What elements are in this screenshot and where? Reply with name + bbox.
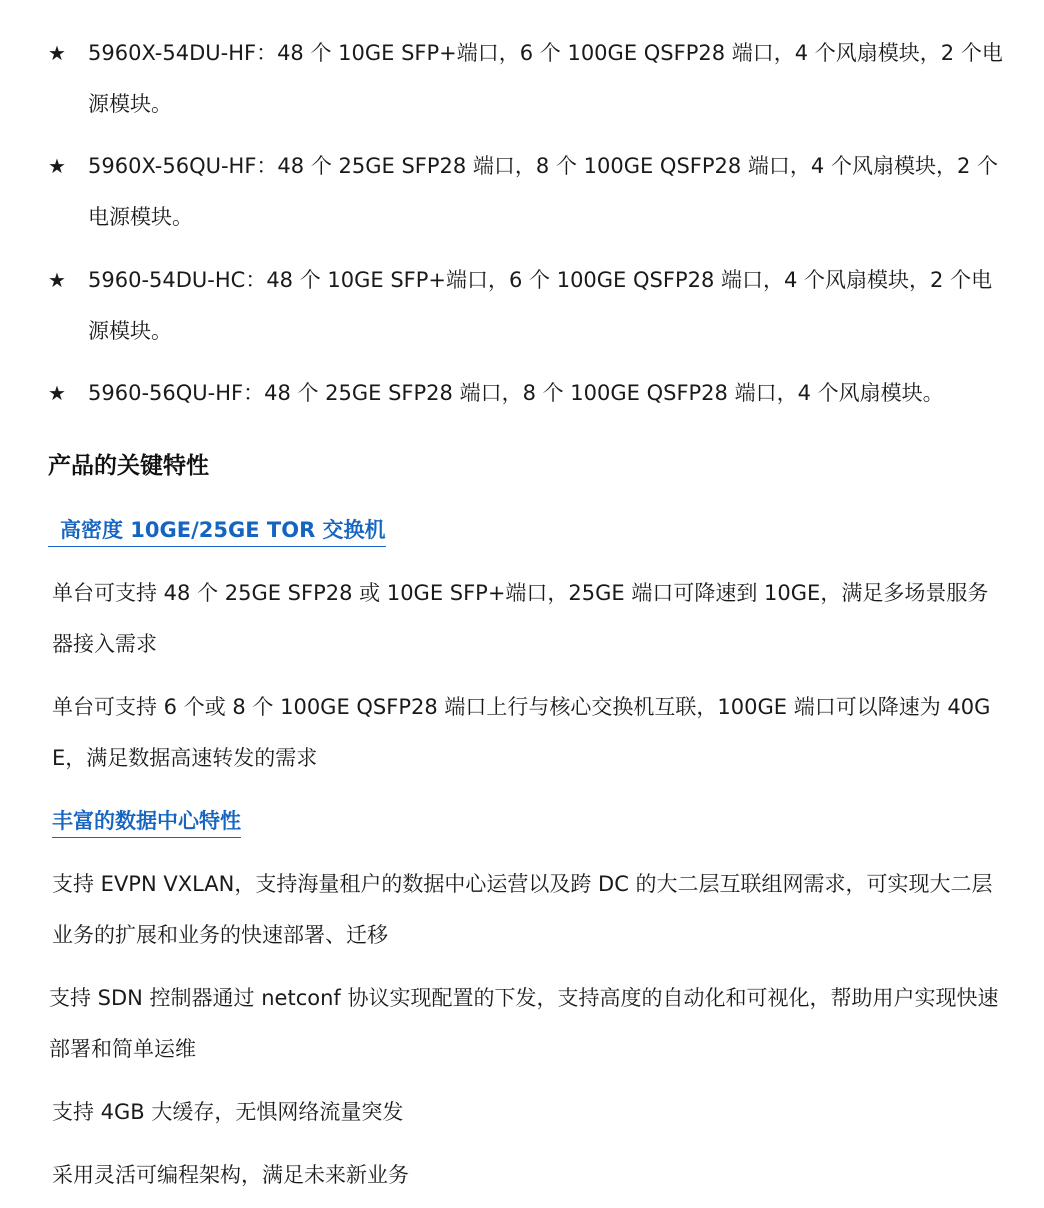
model-bullet-text: 5960-56QU-HF：48 个 25GE SFP28 端口，8 个 100GE QSFP28 端口，4 个风扇模块。 <box>88 381 944 405</box>
section-title: 产品的关键特性 <box>48 453 209 479</box>
model-bullet-text: 5960X-56QU-HF：48 个 25GE SFP28 端口，8 个 100GE QSFP28 端口，4 个风扇模块，2 个电源模块。 <box>88 154 998 229</box>
paragraph: 支持 4GB 大缓存，无惧网络流量突发 <box>52 1100 404 1124</box>
subsection-title-datacenter: 丰富的数据中心特性 <box>52 805 241 838</box>
paragraph: 单台可支持 6 个或 8 个 100GE QSFP28 端口上行与核心交换机互联，100GE 端口可以降速为 40GE，满足数据高速转发的需求 <box>52 695 991 770</box>
paragraph: 采用灵活可编程架构，满足未来新业务 <box>52 1163 409 1187</box>
model-bullet-3 <box>48 255 1008 357</box>
paragraph: 单台可支持 48 个 25GE SFP28 或 10GE SFP+端口，25GE 端口可降速到 10GE，满足多场景服务器接入需求 <box>52 581 989 656</box>
model-bullet-text: 5960-54DU-HC：48 个 10GE SFP+端口，6 个 100GE QSFP28 端口，4 个风扇模块，2 个电源模块。 <box>88 268 993 343</box>
model-bullet-2 <box>48 141 1008 243</box>
subsection-title-high-density: 高密度 10GE/25GE TOR 交换机 <box>48 514 386 547</box>
model-bullet-4 <box>48 368 1008 419</box>
paragraph: 支持 SDN 控制器通过 netconf 协议实现配置的下发，支持高度的自动化和可视化，帮助用户实现快速部署和简单运维 <box>49 986 999 1061</box>
star-icon: ★ <box>48 381 66 405</box>
model-bullet-1 <box>48 28 1008 130</box>
paragraph: 支持 EVPN VXLAN，支持海量租户的数据中心运营以及跨 DC 的大二层互联组网需求，可实现大二层业务的扩展和业务的快速部署、迁移 <box>52 872 993 947</box>
star-icon: ★ <box>48 41 66 65</box>
model-bullet-text: 5960X-54DU-HF：48 个 10GE SFP+端口，6 个 100GE QSFP28 端口，4 个风扇模块，2 个电源模块。 <box>88 41 1003 116</box>
star-icon: ★ <box>48 268 66 292</box>
star-icon: ★ <box>48 154 66 178</box>
